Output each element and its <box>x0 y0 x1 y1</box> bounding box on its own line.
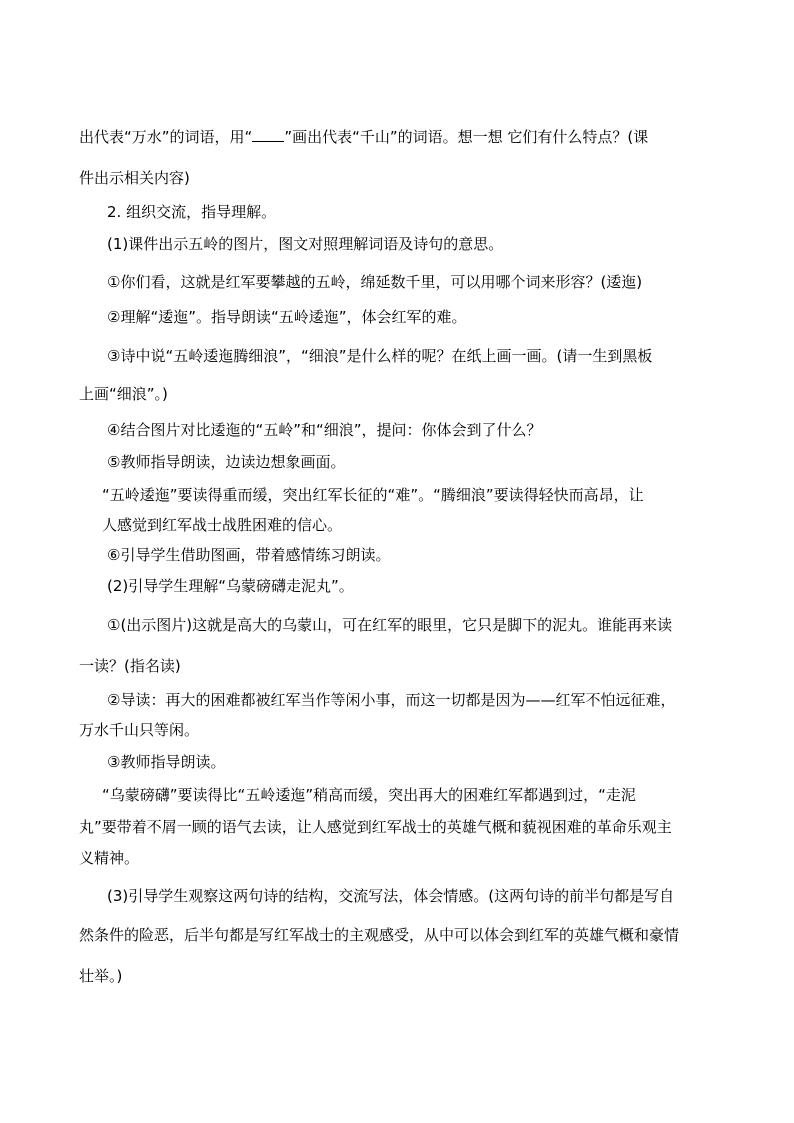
text-line: 然条件的险恶，后半句都是写红军战士的主观感受，从中可以体会到红军的英雄气概和豪情 <box>79 926 680 944</box>
text-line: 上画“细浪”。) <box>79 385 168 403</box>
text-line: 2. 组织交流，指导理解。 <box>107 203 277 221</box>
text-line: “乌蒙磅礴”要读得比“五岭逶迤”稍高而缓，突出再大的困难红军都遇到过，“走泥 <box>102 786 636 804</box>
text-line: ⑥引导学生借助图画，带着感情练习朗读。 <box>107 546 391 564</box>
text-line: 万水千山只等闲。 <box>79 721 200 739</box>
text-segment: 出代表“万水”的词语，用“ <box>79 128 253 146</box>
text-line: 一读？(指名读) <box>79 657 181 675</box>
text-line: ②导读：再大的困难都被红军当作等闲小事，而这一切都是因为——红军不怕远征难， <box>107 691 676 709</box>
text-line: “五岭逶迤”要读得重而缓，突出红军长征的“难”。“腾细浪”要读得轻快而高昂，让 <box>102 486 644 504</box>
text-line: ③诗中说“五岭逶迤腾细浪”，“细浪”是什么样的呢？在纸上画一画。(请一生到黑板 <box>107 347 653 365</box>
text-line: ④结合图片对比逶迤的“五岭”和“细浪”，提问：你体会到了什么？ <box>107 421 542 439</box>
text-line: ②理解“逶迤”。指导朗读“五岭逶迤”，体会红军的难。 <box>107 308 467 326</box>
text-line: ⑤教师指导朗读，边读边想象画面。 <box>107 453 346 471</box>
text-line: 件出示相关内容) <box>79 169 190 187</box>
text-line: 人感觉到红军战士战胜困难的信心。 <box>102 516 343 534</box>
fill-blank <box>252 127 284 142</box>
text-line: ①(出示图片)这就是高大的乌蒙山，可在红军的眼里，它只是脚下的泥丸。谁能再来读 <box>107 616 673 634</box>
text-line: ③教师指导朗读。 <box>107 753 226 771</box>
text-line: ①你们看，这就是红军要攀越的五岭，绵延数千里，可以用哪个词来形容？(逶迤) <box>107 273 643 291</box>
text-line: (3)引导学生观察这两句诗的结构，交流写法，体会情感。(这两句诗的前半句都是写自 <box>107 887 675 905</box>
text-line: 义精神。 <box>79 849 140 867</box>
text-line: 壮举。) <box>79 967 123 985</box>
text-line: 丸”要带着不屑一顾的语气去读，让人感觉到红军战士的英雄气概和藐视困难的革命乐观主 <box>79 818 672 836</box>
text-line: (1)课件出示五岭的图片，图文对照理解词语及诗句的意思。 <box>107 235 504 253</box>
text-line <box>79 127 648 147</box>
text-segment: ”画出代表“千山”的词语。想一想 它们有什么特点？(课 <box>284 128 649 146</box>
text-line: (2)引导学生理解“乌蒙磅礴走泥丸”。 <box>107 577 354 595</box>
